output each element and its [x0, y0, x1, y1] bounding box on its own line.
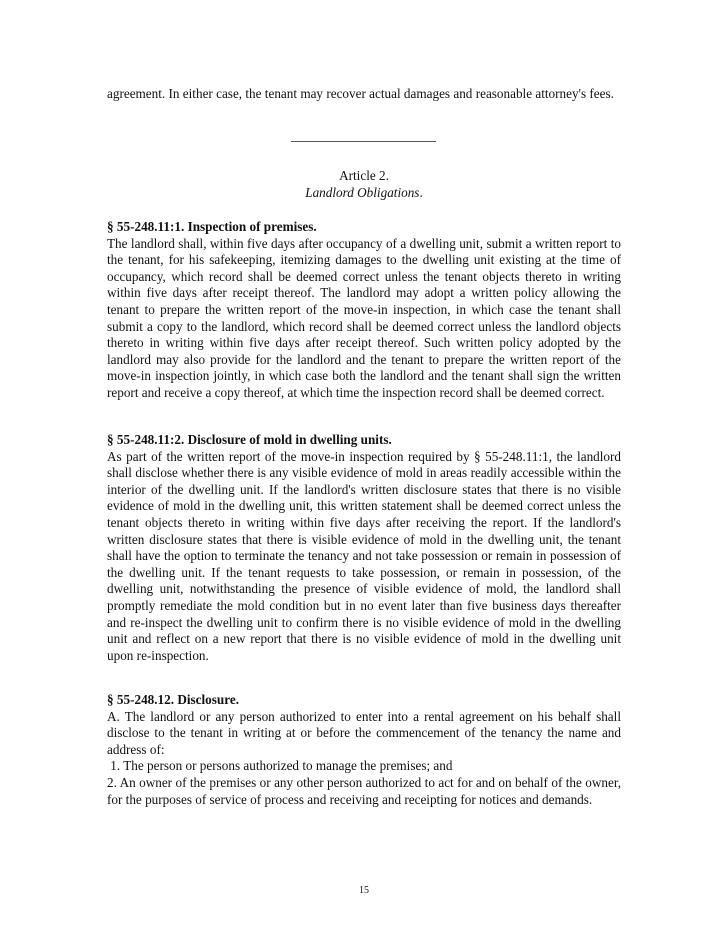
section-paragraph: The landlord shall, within five days after occupancy of a dwelling unit, submit a written report to the tenant, for his safekeeping, itemizing damages to the dwelling unit existing at the time of occupancy, which record shall be deemed correct unless the tenant objects thereto in writing within five days after receipt thereof. The landlord may adopt a written policy allowing the tenant to prepare the written report of the move-in inspection, in which case the tenant shall submit a copy to the landlord, which record shall be deemed correct unless the landlord objects thereto in writing within five days after receipt thereof. Such written policy adopted by the landlord may also provide for the landlord and the tenant to prepare the written report of the move-in inspection jointly, in which case both the landlord and the tenant shall sign the written report and receive a copy thereof, at which time the inspection record shall be deemed correct. — [107, 235, 621, 400]
list-item: 2. An owner of the premises or any other person authorized to act for and on behalf of the owner, for the purposes of service of process and receiving and receipting for notices and demands. — [107, 774, 621, 807]
section-heading: § 55-248.11:2. Disclosure of mold in dwelling units. — [107, 432, 392, 447]
article-number: Article 2. — [339, 168, 389, 183]
section-paragraph: A. The landlord or any person authorized to enter into a rental agreement on his behalf shall disclose to the tenant in writing at or before the commencement of the tenancy the name and address of: — [107, 708, 621, 757]
list-item: 1. The person or persons authorized to manage the premises; and — [107, 758, 453, 774]
page-number: 15 — [359, 885, 369, 896]
article-title-text: Landlord Obligations — [305, 185, 420, 200]
section-mold-disclosure — [107, 432, 621, 664]
section-heading: § 55-248.11:1. Inspection of premises. — [107, 219, 317, 234]
intro-paragraph: agreement. In either case, the tenant may recover actual damages and reasonable attorney's fees. — [107, 86, 614, 101]
separator-rule — [291, 141, 436, 142]
section-paragraph: As part of the written report of the move-in inspection required by § 55-248.11:1, the landlord shall disclose whether there is any visible evidence of mold in areas readily accessible within the interior of the dwelling unit. If the landlord's written disclosure states that there is no visible evidence of mold in the dwelling unit, this written statement shall be deemed correct unless the tenant objects thereto in writing within five days after receiving the report. If the landlord's written disclosure states that there is visible evidence of mold in the dwelling unit, the tenant shall have the option to terminate the tenancy and not take possession or remain in possession of the dwelling unit. If the tenant requests to take possession, or remain in possession, of the dwelling unit, notwithstanding the presence of visible evidence of mold, the landlord shall promptly remediate the mold condition but in no event later than five business days thereafter and re-inspect the dwelling unit to confirm there is no visible evidence of mold in the dwelling unit and reflect on a new report that there is no visible evidence of mold in the dwelling unit upon re-inspection. — [107, 448, 621, 663]
article-title — [107, 185, 621, 201]
section-inspection — [107, 219, 621, 402]
article-title-suffix: . — [419, 185, 423, 200]
section-heading: § 55-248.12. Disclosure. — [107, 692, 239, 707]
section-disclosure — [107, 692, 621, 808]
